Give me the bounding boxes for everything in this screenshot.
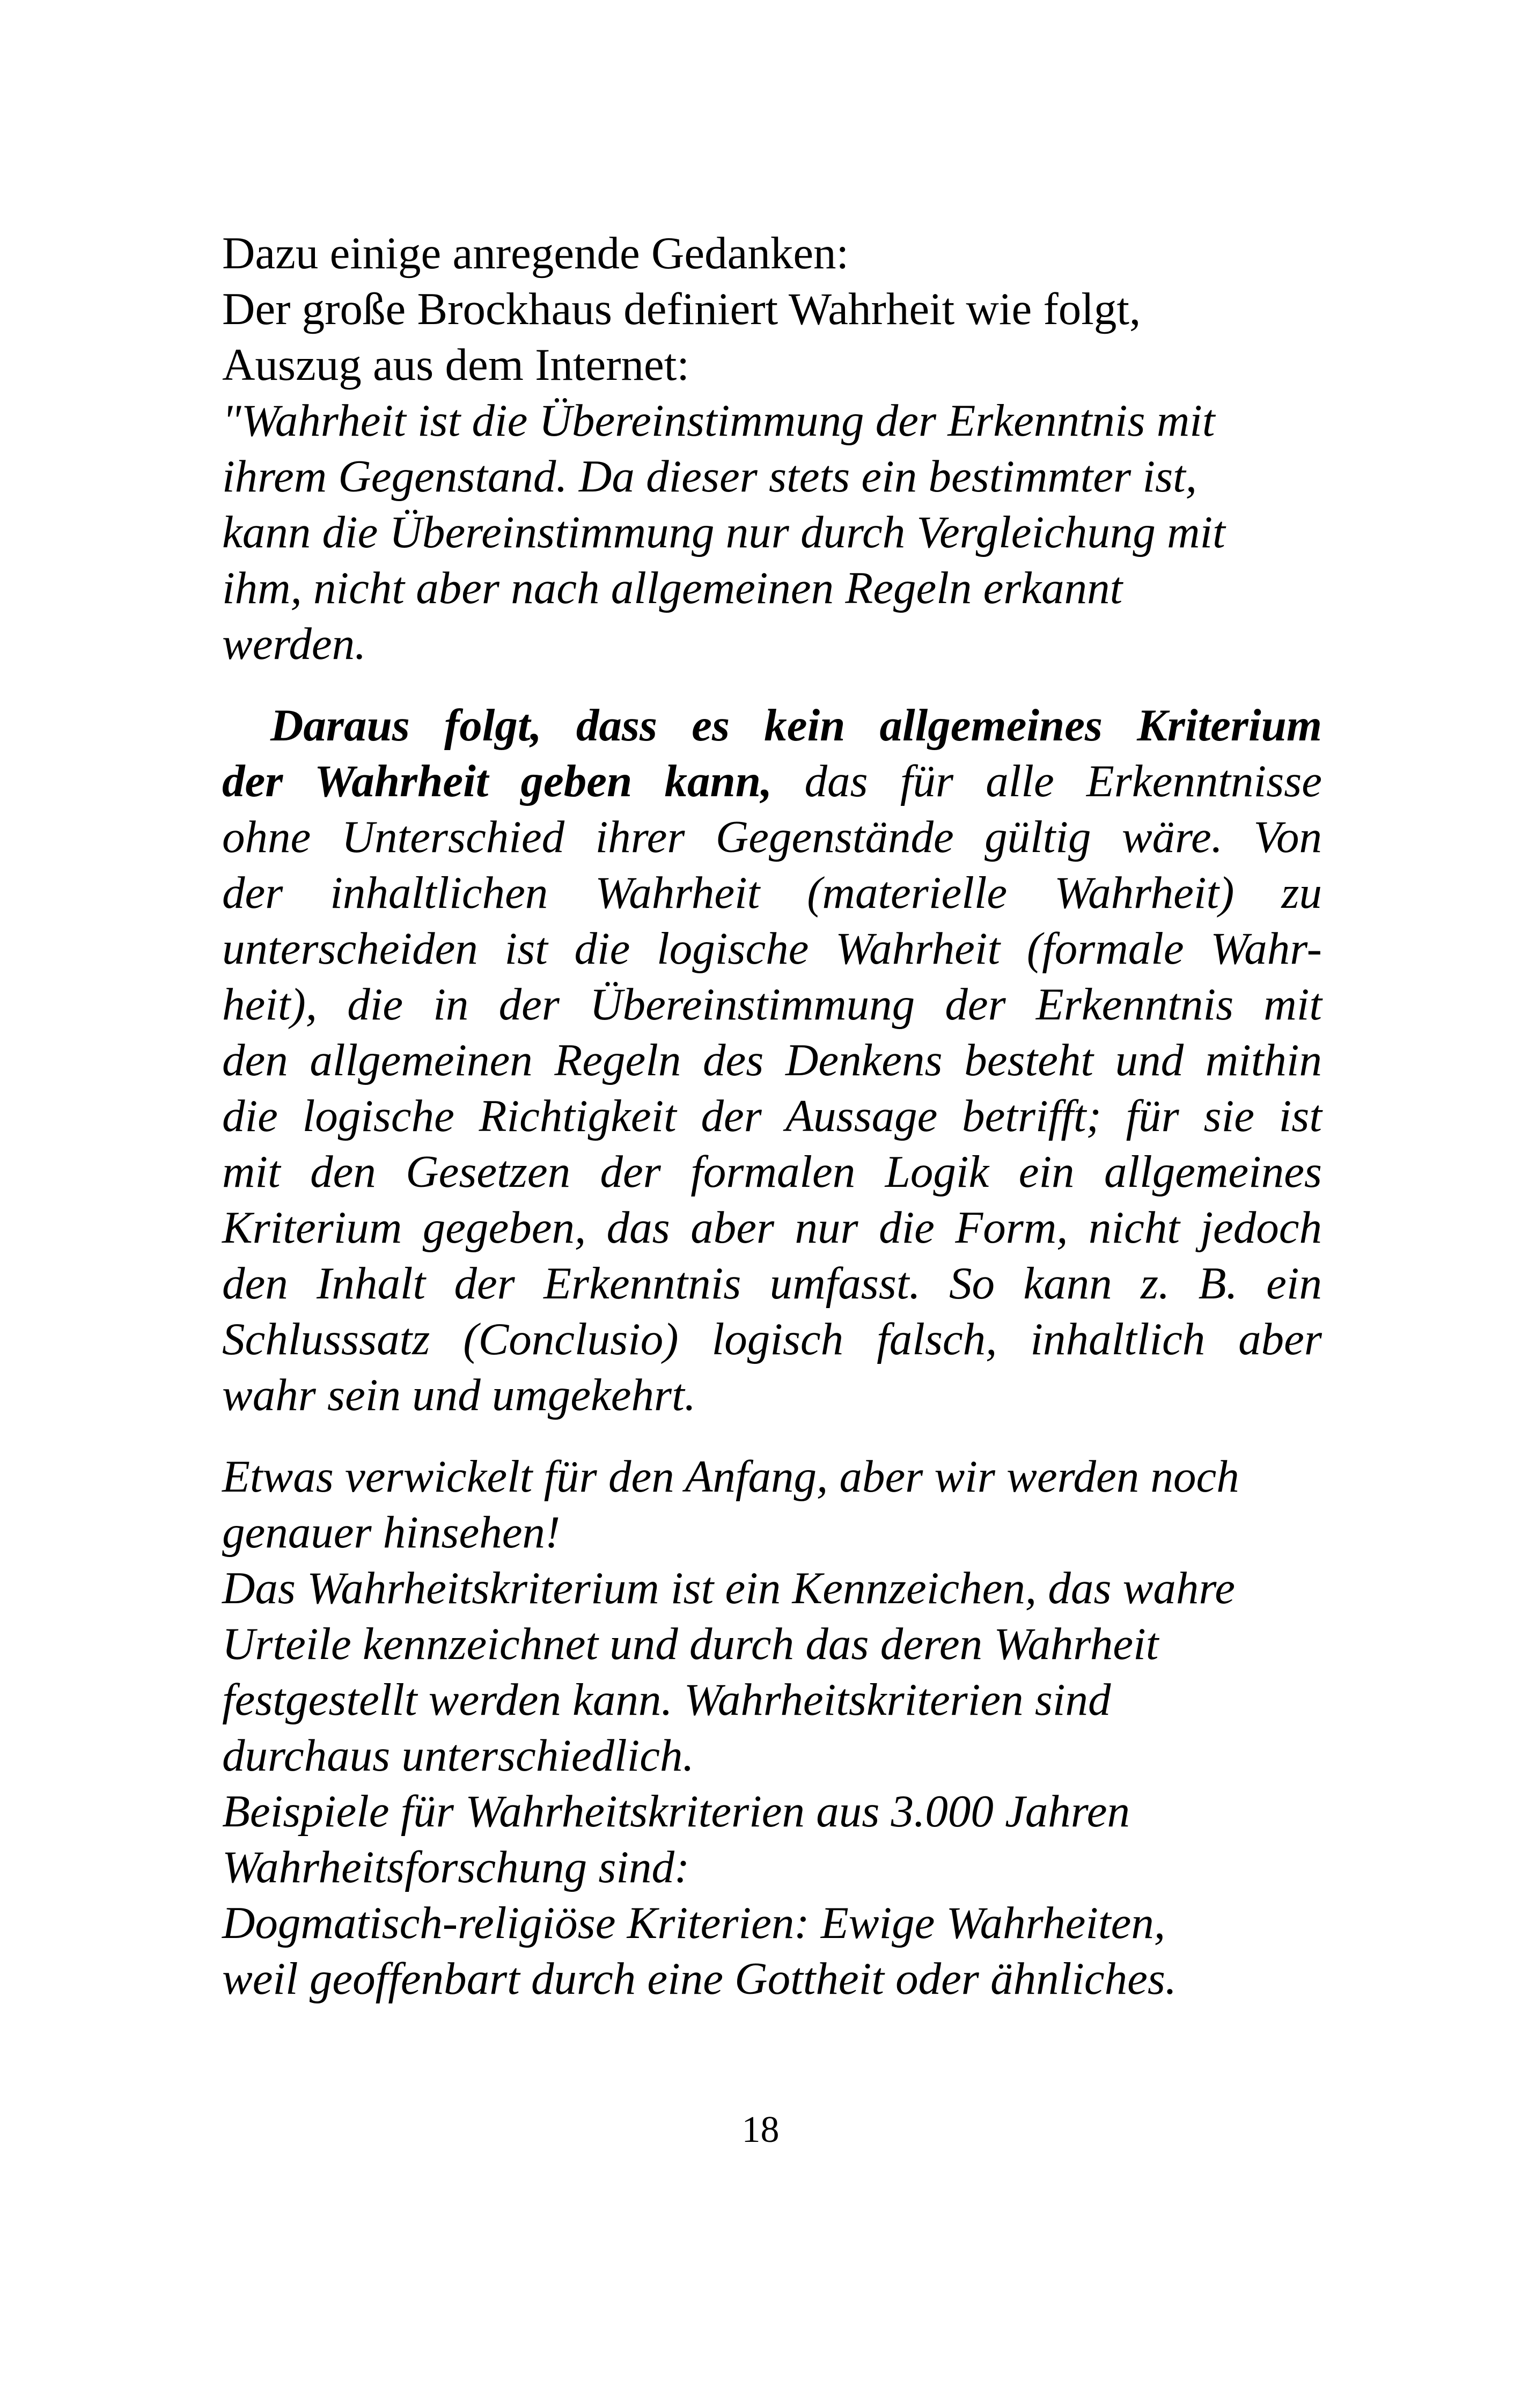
paragraph-line: wahr sein und umgekehrt. [222,1370,696,1420]
quote-line: kann die Übereinstimmung nur durch Vergleichung mit [222,507,1225,557]
quote-line: werden. [222,619,366,669]
text-line: festgestellt werden kann. Wahrheitskriterien sind [222,1675,1111,1725]
paragraph-line: mit den Gesetzen der formalen Logik ein allgemeines [222,1147,1322,1197]
quote-paragraph [222,698,1322,1423]
paragraph-line: Schlusssatz (Conclusio) logisch falsch, inhaltlich aber [222,1314,1322,1364]
closing-block [222,1449,1322,2007]
text-line: durchaus unterschiedlich. [222,1730,694,1781]
paragraph-line: Kriterium gegeben, das aber nur die Form, nicht jedoch [222,1202,1322,1253]
page-body [222,225,1322,2007]
text-line: weil geoffenbart durch eine Gottheit oder ähnliches. [222,1954,1177,2004]
paragraph-line: heit), die in der Übereinstimmung der Erkenntnis mit [222,979,1322,1030]
paragraph-text: das für alle Erkenntnisse [772,756,1322,806]
intro-block [222,225,1322,393]
quote-line: ihrem Gegenstand. Da dieser stets ein bestimmter ist, [222,451,1197,502]
paragraph-line: den allgemeinen Regeln des Denkens besteht und mithin [222,1035,1322,1085]
paragraph-line: den Inhalt der Erkenntnis umfasst. So kann z. B. ein [222,1258,1322,1309]
page-number: 18 [741,2109,780,2150]
text-line: Dogmatisch-religiöse Kriterien: Ewige Wahrheiten, [222,1898,1166,1948]
paragraph-line [222,698,1322,753]
paragraph-line: die logische Richtigkeit der Aussage betrifft; für sie ist [222,1091,1322,1141]
paragraph-line: unterscheiden ist die logische Wahrheit (formale Wahr- [222,923,1322,974]
paragraph-line: ohne Unterschied ihrer Gegenstände gültig wäre. Von [222,812,1322,862]
text-line: genauer hinsehen! [222,1507,561,1558]
text-line: Auszug aus dem Internet: [222,340,690,390]
paragraph-line: der inhaltlichen Wahrheit (materielle Wahrheit) zu [222,868,1322,918]
text-line: Das Wahrheitskriterium ist ein Kennzeichen, das wahre [222,1563,1236,1613]
text-line: Dazu einige anregende Gedanken: [222,228,849,278]
quote-line: ihm, nicht aber nach allgemeinen Regeln erkannt [222,563,1123,613]
quote-line: "Wahrheit ist die Übereinstimmung der Erkenntnis mit [222,395,1215,446]
bold-emphasis: Daraus folgt, dass es kein allgemeines Kriterium [270,700,1322,751]
text-line: Beispiele für Wahrheitskriterien aus 3.000 Jahren [222,1786,1130,1837]
brockhaus-quote [222,393,1322,672]
text-line: Wahrheitsforschung sind: [222,1842,690,1892]
text-line: Urteile kennzeichnet und durch das deren Wahrheit [222,1619,1159,1669]
text-line: Der große Brockhaus definiert Wahrheit wie folgt, [222,284,1141,334]
text-line: Etwas verwickelt für den Anfang, aber wir werden noch [222,1451,1239,1502]
bold-emphasis: der Wahrheit geben kann, [222,756,773,806]
paragraph-line [222,753,1322,809]
